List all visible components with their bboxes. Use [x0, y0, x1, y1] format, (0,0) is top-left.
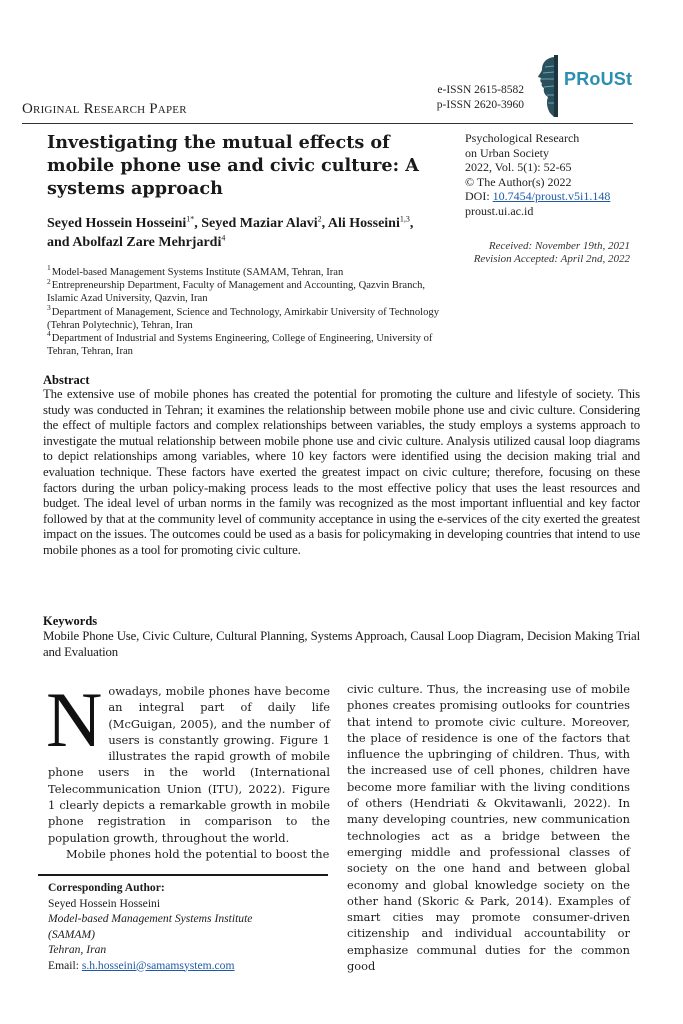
paragraph-2-start: Mobile phones hold the potential to boost the	[66, 846, 330, 861]
author-affiliation-mark: 4	[221, 233, 226, 243]
section-label: Original Research Paper	[22, 101, 187, 117]
corresponding-author-block	[48, 880, 338, 973]
author-separator: , and	[47, 216, 414, 250]
author-separator: ,	[194, 216, 202, 231]
journal-volume: 2022, Vol. 5(1): 52-65	[465, 160, 572, 175]
author-affiliation-mark: 1,3	[399, 214, 410, 224]
journal-website: proust.ui.ac.id	[465, 203, 534, 218]
author-affiliation-mark: 1*	[186, 214, 195, 224]
author-name: Abolfazl Zare Mehrjardi	[72, 235, 222, 250]
header-divider	[22, 123, 633, 124]
affiliation-text: Department of Industrial and Systems Engineering, College of Engineering, University of Tehran, Tehran, Iran	[47, 333, 433, 358]
logo-wordmark: PRoUSt	[564, 69, 633, 89]
journal-logo	[530, 55, 640, 117]
corresponding-author-institute: Model-based Management Systems Institute	[48, 912, 253, 925]
corresponding-author-institute-abbr: (SAMAM)	[48, 927, 95, 941]
affiliation-text: Department of Management, Science and Technology, Amirkabir University of Technology (Tehran Polytechnic), Tehran, Iran	[47, 306, 439, 331]
corresponding-author-name: Seyed Hossein Hosseini	[48, 896, 161, 910]
journal-info	[465, 131, 610, 219]
abstract-heading: Abstract	[43, 373, 90, 387]
affiliation-number: 3	[47, 303, 51, 313]
intro-text: owadays, mobile phones have become an integral part of daily life (McGuigan, 2005), and the number of users is constantly growing. Figure 1 illustrates the rapid growth of mobile phone users in the world (International Telecommunication Union (ITU), 2022). Figure 1 clearly depicts a remarkable growth in mobile phone registration in comparison to the population growth, throughout the world.	[48, 684, 330, 845]
body-column-right: civic culture. Thus, the increasing use of mobile phones creates promising outlooks for countries that intend to promote civic culture. Moreover, the place of residence is one of the factors that influence the upbringing of children. Thus, with the increased use of cell phones, children have become more familiar with the living conditions of others (Hendriati & Okvitawanli, 2022). In many developing countries, new communication technologies act as a bridge between the emerging middle and professional classes of society on the one hand and between global economy and global knowledge society on the other hand (Skoric & Park, 2014). Examples of smart cities may promote consumer-driven citizenship and individual accountability or emphasize communal duties for the common good	[347, 682, 630, 974]
affiliation-number: 2	[47, 276, 51, 286]
p-issn: p-ISSN 2620-3960	[436, 99, 524, 111]
keywords-heading: Keywords	[43, 614, 98, 628]
received-date: Received: November 19th, 2021	[488, 240, 630, 252]
drop-cap: N	[46, 676, 103, 763]
journal-name-line2: on Urban Society	[465, 145, 549, 160]
author-list	[47, 214, 437, 252]
email-link[interactable]: s.h.hosseini@samamsystem.com	[81, 958, 235, 972]
author-name: Seyed Maziar Alavi	[201, 216, 318, 231]
affiliation-item	[47, 303, 447, 332]
author-name: Seyed Hossein Hosseini	[47, 216, 187, 231]
keywords-text: Mobile Phone Use, Civic Culture, Cultural Planning, Systems Approach, Causal Loop Diagram, Decision Making Trial and Evaluation	[43, 629, 640, 659]
corresponding-author-location: Tehran, Iran	[48, 943, 107, 956]
accepted-date: Revision Accepted: April 2nd, 2022	[473, 253, 630, 265]
journal-name-line1: Psychological Research	[465, 131, 580, 145]
footnote-divider	[38, 874, 328, 876]
intro-paragraph	[46, 676, 330, 846]
affiliation-item	[47, 329, 447, 358]
author-affiliation-mark: 2	[317, 214, 322, 224]
article-dates	[440, 240, 630, 266]
issn-block	[426, 83, 524, 113]
affiliation-item	[47, 263, 447, 279]
author-separator: ,	[321, 216, 328, 231]
doi-label: DOI:	[465, 189, 493, 204]
e-issn: e-ISSN 2615-8582	[437, 84, 524, 96]
body-column-left	[46, 676, 330, 862]
affiliation-text: Model-based Management Systems Institute (SAMAM, Tehran, Iran	[51, 267, 344, 278]
paper-title: Investigating the mutual effects of mobile phone use and civic culture: A systems approach	[47, 132, 419, 199]
author-name: Ali Hosseini	[327, 216, 400, 231]
doi-link[interactable]: 10.7454/proust.v5i1.148	[492, 189, 611, 204]
affiliation-number: 4	[47, 329, 51, 339]
affiliation-text: Entrepreneurship Department, Faculty of Management and Accounting, Qazvin Branch, Islamic Azad University, Qazvin, Iran	[47, 280, 426, 305]
affiliation-item	[47, 276, 447, 305]
corresponding-author-email-line	[48, 958, 338, 974]
corresponding-author-heading: Corresponding Author:	[48, 881, 165, 894]
affiliations	[47, 263, 447, 358]
email-label: Email:	[48, 958, 82, 972]
face-silhouette-icon	[536, 55, 558, 117]
copyright: © The Author(s) 2022	[465, 174, 572, 189]
doi-line	[465, 189, 610, 204]
affiliation-number: 1	[47, 263, 51, 273]
abstract-text: The extensive use of mobile phones has created the potential for promoting the culture and lifestyle of society. This study was conducted in Tehran; it examines the relationship between mobile phone use and civic culture. Considering the effect of multiple factors and complex relationships between variables, the study employs a systems approach to investigate the mutual relationship between mobile phone use and civic culture. Analysis utilized causal loop diagrams to depict relationships among variables, where 10 key factors were identified using the decision making trial and evaluation technique. These factors have exerted the greatest impact on civic culture; therefore, focusing on these factors during the urban policy-making process leads to the most effective policy that uses the least resources and budget. The ideal level of urban norms in the family was recognized as the most important influential and key factor followed by that at the community level of community acceptance in using the e-services of the city exerted the greatest impact on the issues. The outcomes could be used as a basis for policymaking in developing countries that intend to use mobile phones as a tool for promoting civic culture.	[43, 387, 640, 557]
